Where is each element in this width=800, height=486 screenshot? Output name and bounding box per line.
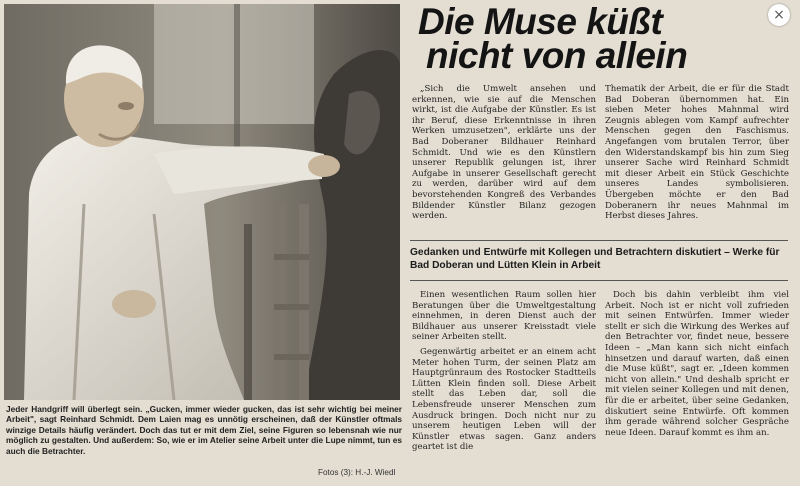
article-subheadline: Gedanken und Entwürfe mit Kollegen und Betrachtern diskutiert – Werke für Bad Doberan und Lütten Klein in Arbeit	[410, 247, 780, 271]
body-column-1	[412, 290, 596, 453]
close-button[interactable]: ×	[768, 4, 790, 26]
body-paragraph-2: Gegenwärtig arbeitet er an einem acht Meter hohen Turm, der seinen Platz am Hauptgrünraum des Rostocker Stadtteils Lütten Klein finden soll. Diese Arbeit stellt das Leben dar, soll die Lebensfreude unserer Menschen zum Ausdruck bringen. Doch nicht nur zu unserem heutigen Leben will der Künstler etwas sagen. Ganz anders geartet ist die	[412, 346, 596, 453]
divider-bottom	[410, 280, 788, 281]
headline-line-1: Die Muse küßt	[418, 1, 663, 42]
photo-credit: Fotos (3): H.-J. Wiedl	[318, 468, 396, 477]
intro-column-2	[605, 84, 789, 222]
divider-top	[410, 240, 788, 241]
photo-caption: Jeder Handgriff will überlegt sein. „Gucken, immer wieder gucken, das ist sehr wichtig bei meiner Arbeit", sagt Reinhard Schmidt. Dem Laien mag es unnötig erscheinen, daß der Künstler oftmals winzige Details häufig verändert. Doch das tut er mit dem Ziel, seine Figuren so lebensnah wie nur möglich zu gestalten. Und außerdem: So, wie er im Atelier seine Arbeit unter die Lupe nimmt, tun es auch die Betrachter.	[6, 404, 402, 456]
body-paragraph-1: Einen wesentlichen Raum sollen hier Beratungen über die Umweltgestaltung einnehmen, in deren Dienst auch der Bildhauer aus unserer Kreisstadt viele seiner Arbeiten stellt.	[412, 290, 596, 343]
article-photo	[4, 4, 400, 400]
intro-paragraph-1: „Sich die Umwelt ansehen und erkennen, wie sie auf die Menschen wirkt, ist die Aufgabe der Künstler. Es ist ihr Beruf, diese Erkenntnisse in ihren Werken umzusetzen", erklärte uns der Bad Doberaner Bildhauer Reinhard Schmidt. Und wie es den Künstlern unserer Republik gelungen ist, ihrer Aufgabe in unserer Gesellschaft gerecht zu werden, darüber wird auf dem bevorstehenden Kongreß des Verbandes Bildender Künstler Bilanz gezogen werden.	[412, 84, 596, 222]
headline-line-2: nicht von allein	[426, 35, 688, 76]
intro-column-1	[412, 84, 596, 222]
intro-paragraph-2: Thematik der Arbeit, die er für die Stadt Bad Doberan übernommen hat. Ein sieben Meter hohes Mahnmal wird Zeugnis ablegen vom Kampf aufrechter Menschen gegen den Faschismus. Angefangen vom brutalen Terror, über den Widerstandskampf bis hin zum Sieg unserer Sache wird Reinhard Schmidt mit dieser Arbeit ein Stück Geschichte unseres Landes symbolisieren. Übergeben möchte er den Bad Doberanern ihr neues Mahnmal im Herbst dieses Jahres.	[605, 84, 789, 222]
body-paragraph-3: Doch bis dahin verbleibt ihm viel Arbeit. Noch ist er nicht voll zufrieden mit seinen Entwürfen. Immer wieder stellt er sich die Wirkung des Werkes auf den Betrachter vor, findet neue, bessere Ideen – „Man kann sich nicht einfach hinsetzen und darauf warten, daß einen die Muse küßt", sagt er. „Ideen kommen nicht von allein." Und deshalb spricht er mit vielen seiner Kollegen und mit denen, für die er arbeitet, über seine Gedanken, diskutiert seine Entwürfe. Oft kommen ihm gerade während solcher Gespräche neue Ideen. Darauf kommt es ihm an.	[605, 290, 789, 438]
body-column-2	[605, 290, 789, 438]
